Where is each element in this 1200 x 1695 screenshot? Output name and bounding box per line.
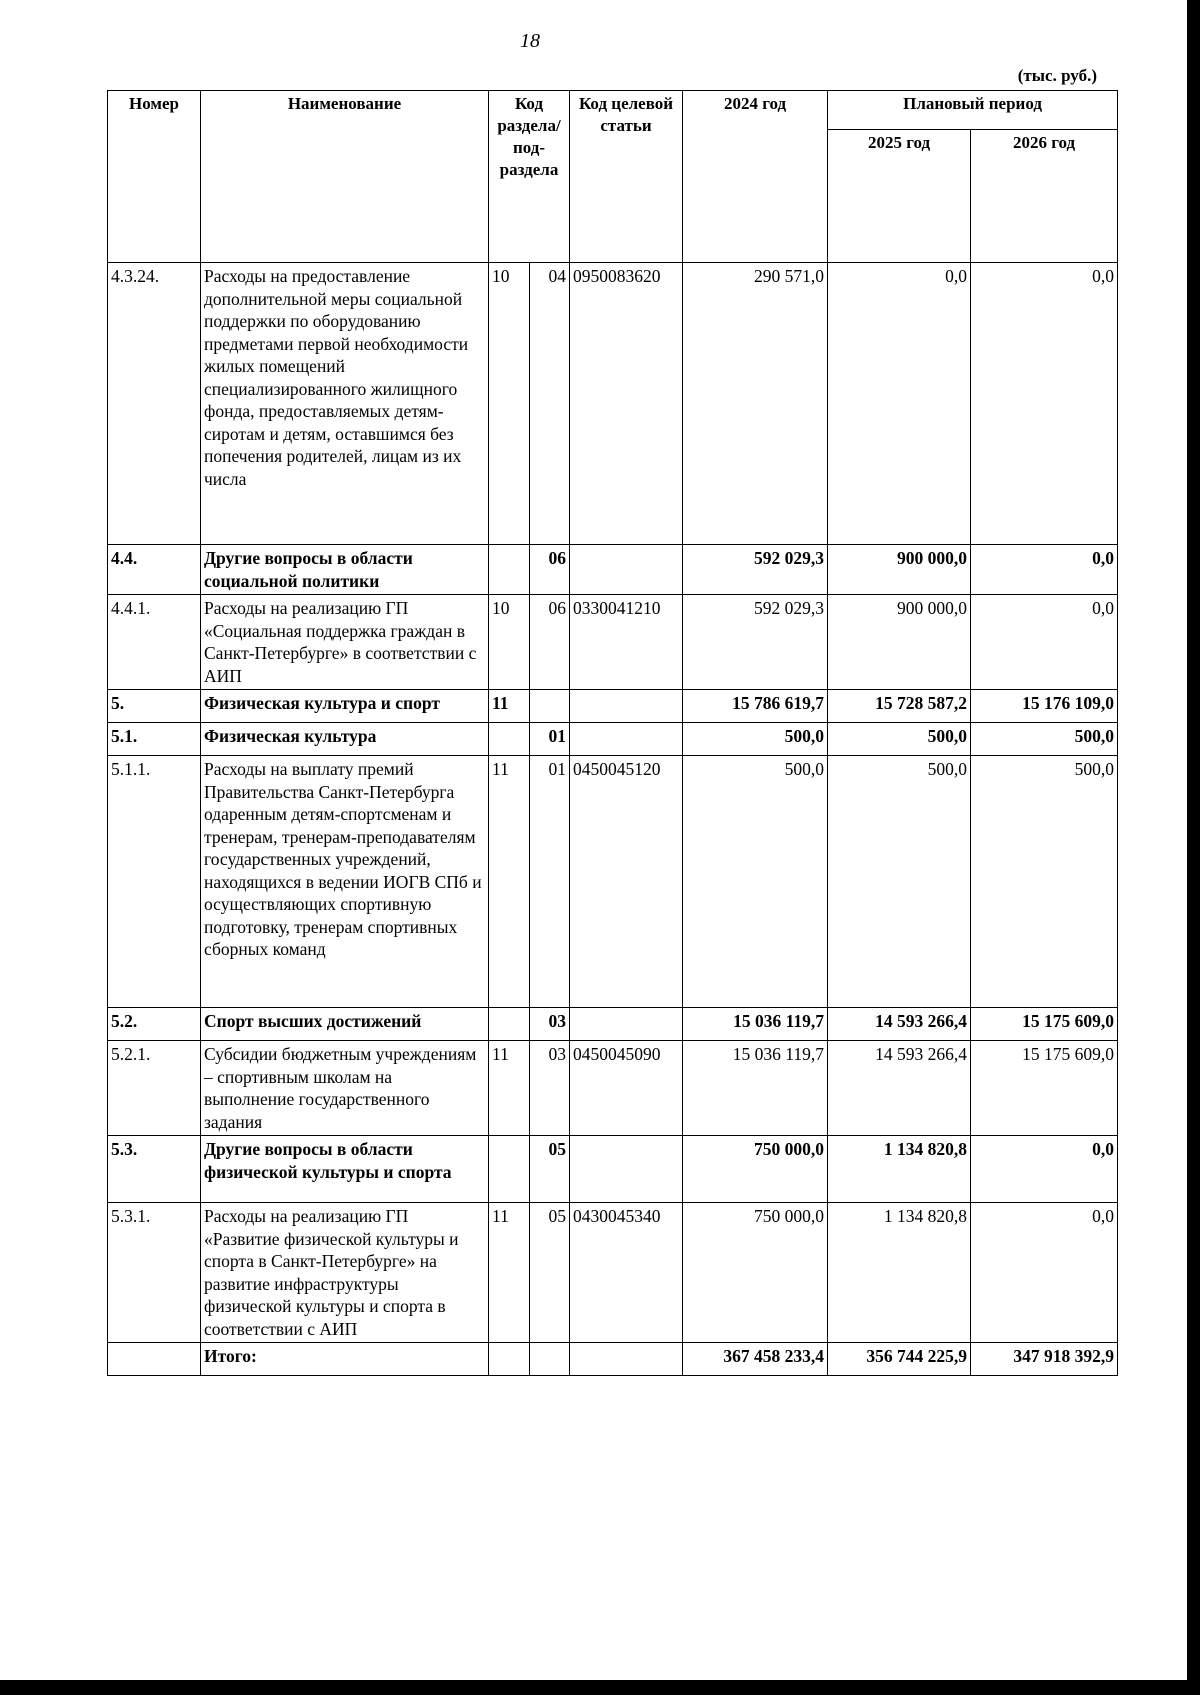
row-section-code [489, 1008, 530, 1041]
row-target-code: 0950083620 [570, 263, 683, 545]
table-row [108, 1008, 1118, 1041]
row-value-2024: 750 000,0 [683, 1136, 828, 1203]
total-value-2025: 356 744 225,9 [828, 1343, 971, 1376]
row-value-2024: 592 029,3 [683, 595, 828, 690]
total-label: Итого: [201, 1343, 489, 1376]
row-value-2025: 15 728 587,2 [828, 690, 971, 723]
units-label: (тыс. руб.) [1017, 66, 1097, 85]
row-value-2026: 0,0 [971, 595, 1118, 690]
header-plan-period: Плановый период [828, 91, 1118, 130]
row-value-2024: 750 000,0 [683, 1203, 828, 1343]
row-name: Другие вопросы в области социальной политики [201, 545, 489, 595]
row-number: 4.3.24. [108, 263, 201, 545]
row-section-code [489, 1136, 530, 1203]
row-number: 4.4.1. [108, 595, 201, 690]
row-section-code [489, 545, 530, 595]
row-value-2024: 15 036 119,7 [683, 1041, 828, 1136]
row-subsection-code: 05 [530, 1136, 570, 1203]
row-value-2026: 15 175 609,0 [971, 1041, 1118, 1136]
header-row-top [108, 91, 1118, 130]
row-value-2025: 14 593 266,4 [828, 1008, 971, 1041]
row-value-2024: 15 036 119,7 [683, 1008, 828, 1041]
total-section-code [489, 1343, 530, 1376]
row-value-2024: 500,0 [683, 723, 828, 756]
table-row [108, 1041, 1118, 1136]
table-row [108, 723, 1118, 756]
row-section-code: 10 [489, 263, 530, 545]
row-name: Расходы на выплату премий Правительства Санкт-Петербурга одаренным детям-спортсменам и тренерам, тренерам-преподавателям государственных учреждений, находящихся в ведении ИОГВ СПб и осуществляющих спортивную подготовку, тренерам спортивных сборных команд [201, 756, 489, 1008]
row-section-code: 11 [489, 756, 530, 1008]
row-target-code: 0450045090 [570, 1041, 683, 1136]
row-subsection-code [530, 690, 570, 723]
row-subsection-code: 03 [530, 1008, 570, 1041]
row-value-2025: 500,0 [828, 723, 971, 756]
row-value-2026: 0,0 [971, 263, 1118, 545]
header-number: Номер [108, 91, 201, 263]
row-number: 5.1.1. [108, 756, 201, 1008]
row-name: Спорт высших достижений [201, 1008, 489, 1041]
header-2025: 2025 год [828, 130, 971, 263]
row-value-2026: 0,0 [971, 1136, 1118, 1203]
row-number: 5.3.1. [108, 1203, 201, 1343]
header-target-code: Код целевой статьи [570, 91, 683, 263]
row-name: Другие вопросы в области физической культуры и спорта [201, 1136, 489, 1203]
row-section-code: 11 [489, 1203, 530, 1343]
row-value-2026: 500,0 [971, 756, 1118, 1008]
row-number: 5.2.1. [108, 1041, 201, 1136]
row-name: Физическая культура [201, 723, 489, 756]
row-name: Субсидии бюджетным учреждениям – спортивным школам на выполнение государственного задания [201, 1041, 489, 1136]
row-value-2025: 0,0 [828, 263, 971, 545]
table-row [108, 690, 1118, 723]
row-value-2026: 500,0 [971, 723, 1118, 756]
row-number: 5.1. [108, 723, 201, 756]
scan-border-bottom [0, 1680, 1200, 1695]
total-value-2026: 347 918 392,9 [971, 1343, 1118, 1376]
budget-table [107, 90, 1118, 1376]
row-subsection-code: 03 [530, 1041, 570, 1136]
row-value-2026: 0,0 [971, 1203, 1118, 1343]
row-value-2026: 15 175 609,0 [971, 1008, 1118, 1041]
row-value-2025: 1 134 820,8 [828, 1136, 971, 1203]
row-name: Расходы на предоставление дополнительной меры социальной поддержки по оборудованию предметами первой необходимости жилых помещений специализированного жилищного фонда, предоставляемых детям-сиротам и детям, оставшимся без попечения родителей, лицам из их числа [201, 263, 489, 545]
row-subsection-code: 04 [530, 263, 570, 545]
table-row [108, 756, 1118, 1008]
row-value-2025: 14 593 266,4 [828, 1041, 971, 1136]
row-section-code: 11 [489, 690, 530, 723]
row-subsection-code: 01 [530, 723, 570, 756]
total-number [108, 1343, 201, 1376]
header-name: Наименование [201, 91, 489, 263]
total-target-code [570, 1343, 683, 1376]
table-row [108, 595, 1118, 690]
row-target-code [570, 1008, 683, 1041]
scan-border-right [1187, 0, 1200, 1695]
row-subsection-code: 01 [530, 756, 570, 1008]
row-subsection-code: 06 [530, 545, 570, 595]
row-target-code [570, 723, 683, 756]
row-subsection-code: 06 [530, 595, 570, 690]
total-subsection-code [530, 1343, 570, 1376]
row-name: Физическая культура и спорт [201, 690, 489, 723]
header-2024: 2024 год [683, 91, 828, 263]
table-body [108, 263, 1118, 1376]
row-subsection-code: 05 [530, 1203, 570, 1343]
row-value-2024: 500,0 [683, 756, 828, 1008]
header-2026: 2026 год [971, 130, 1118, 263]
row-value-2025: 900 000,0 [828, 595, 971, 690]
page-number: 18 [520, 30, 540, 52]
table-row [108, 263, 1118, 545]
row-target-code: 0330041210 [570, 595, 683, 690]
row-target-code [570, 1136, 683, 1203]
row-value-2024: 592 029,3 [683, 545, 828, 595]
row-value-2026: 15 176 109,0 [971, 690, 1118, 723]
header-section-code: Код раздела/ под-раздела [489, 91, 570, 263]
row-target-code [570, 545, 683, 595]
row-target-code [570, 690, 683, 723]
row-value-2024: 290 571,0 [683, 263, 828, 545]
row-number: 5.2. [108, 1008, 201, 1041]
row-target-code: 0430045340 [570, 1203, 683, 1343]
row-value-2024: 15 786 619,7 [683, 690, 828, 723]
total-row [108, 1343, 1118, 1376]
row-section-code: 10 [489, 595, 530, 690]
table-row [108, 1203, 1118, 1343]
table-row [108, 1136, 1118, 1203]
row-value-2026: 0,0 [971, 545, 1118, 595]
row-name: Расходы на реализацию ГП «Развитие физической культуры и спорта в Санкт-Петербурге» на развитие инфраструктуры физической культуры и спорта в соответствии с АИП [201, 1203, 489, 1343]
row-value-2025: 1 134 820,8 [828, 1203, 971, 1343]
row-value-2025: 900 000,0 [828, 545, 971, 595]
row-name: Расходы на реализацию ГП «Социальная поддержка граждан в Санкт-Петербурге» в соответствии с АИП [201, 595, 489, 690]
row-number: 5. [108, 690, 201, 723]
row-section-code [489, 723, 530, 756]
total-value-2024: 367 458 233,4 [683, 1343, 828, 1376]
row-target-code: 0450045120 [570, 756, 683, 1008]
row-number: 5.3. [108, 1136, 201, 1203]
row-number: 4.4. [108, 545, 201, 595]
row-value-2025: 500,0 [828, 756, 971, 1008]
row-section-code: 11 [489, 1041, 530, 1136]
table-row [108, 545, 1118, 595]
